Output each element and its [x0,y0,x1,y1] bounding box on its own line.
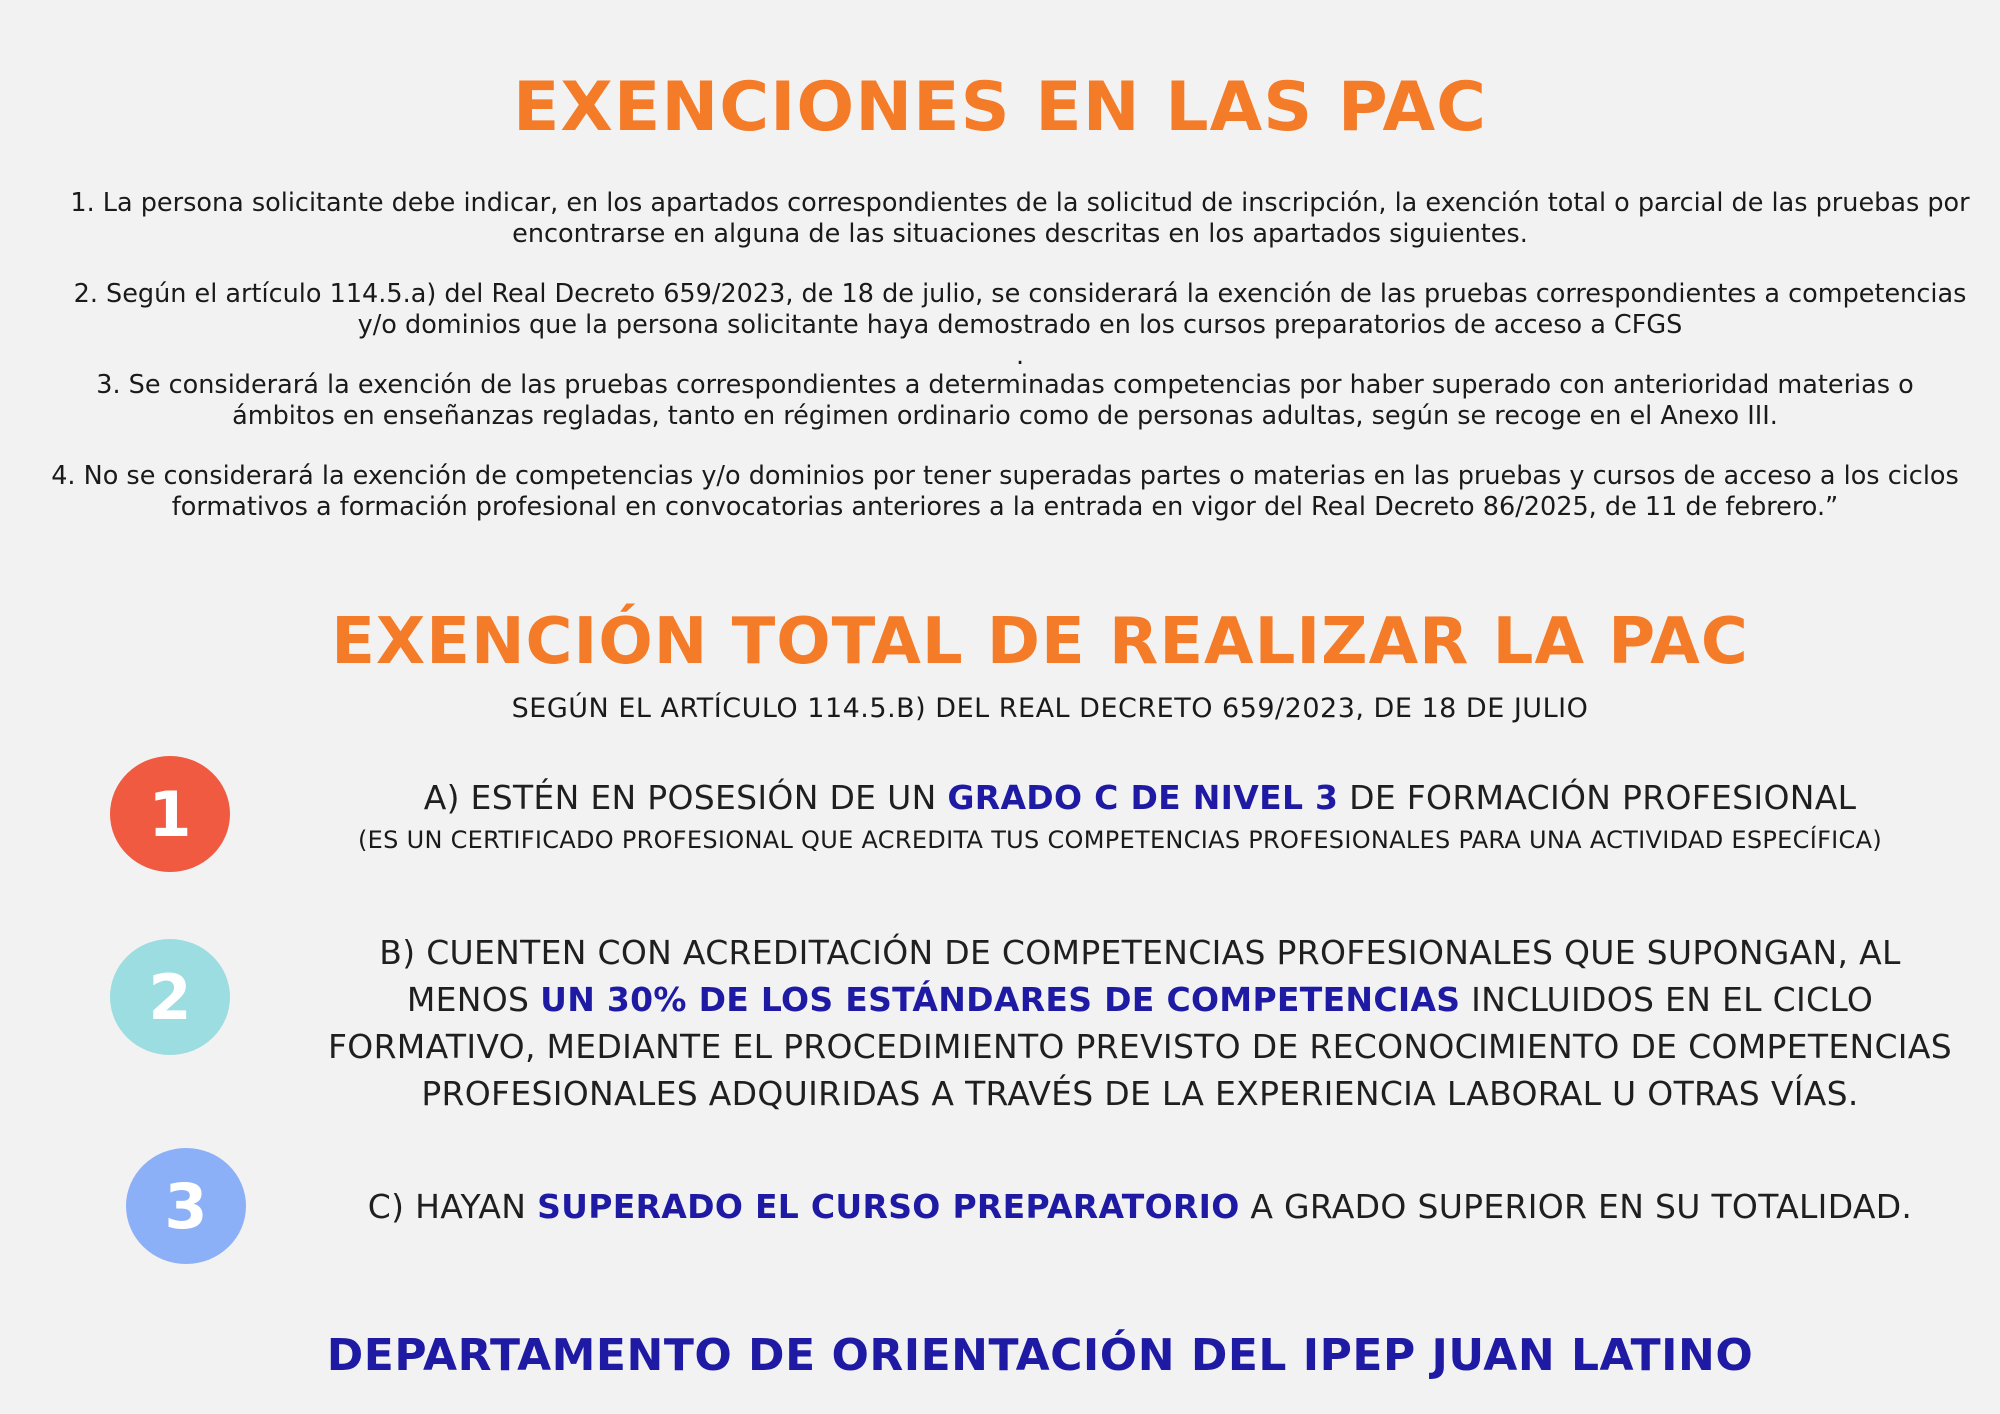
article-reference: SEGÚN EL ARTÍCULO 114.5.B) DEL REAL DECRETO 659/2023, DE 18 DE JULIO [511,693,1589,724]
requirement-a-highlight: GRADO C DE NIVEL 3 [947,778,1339,817]
requirement-a-note: (ES UN CERTIFICADO PROFESIONAL QUE ACREDITA TUS COMPETENCIAS PROFESIONALES PARA UNA ACTIVIDAD ESPECÍFICA) [357,826,1882,854]
paragraph-2-end: . [1015,341,1025,371]
section-title: EXENCIÓN TOTAL DE REALIZAR LA PAC [331,605,1749,679]
requirement-b [320,929,1960,1117]
requirement-c [330,1187,1950,1226]
footer-department: DEPARTAMENTO DE ORIENTACIÓN DEL IPEP JUAN LATINO [326,1330,1754,1381]
requirement-b-before: B) CUENTEN CON ACREDITACIÓN DE COMPETENCIAS PROFESIONALES QUE SUPONGAN, AL MENOS [379,933,1901,1019]
main-title: EXENCIONES EN LAS PAC [512,68,1488,147]
requirement-b-highlight: UN 30% DE LOS ESTÁNDARES DE COMPETENCIAS [540,980,1461,1019]
requirement-c-highlight: SUPERADO EL CURSO PREPARATORIO [537,1187,1240,1226]
requirement-a-before: A) ESTÉN EN POSESIÓN DE UN [423,778,948,817]
number-badge-1: 1 [110,756,230,872]
requirement-a-after: DE FORMACIÓN PROFESIONAL [1338,778,1857,817]
paragraph-2 [70,279,1970,372]
requirement-c-before: C) HAYAN [367,1187,538,1226]
requirement-b-after: INCLUIDOS EN EL CICLO FORMATIVO, MEDIANTE EL PROCEDIMIENTO PREVISTO DE RECONOCIMIENTO DE COMPETENCIAS PROFESIONALES ADQUIRIDAS A TRAVÉS DE LA EXPERIENCIA LABORAL U OTRAS VÍAS. [328,980,1952,1113]
requirement-c-after: A GRADO SUPERIOR EN SU TOTALIDAD. [1239,1187,1913,1226]
paragraph-2-text: 2. Según el artículo 114.5.a) del Real Decreto 659/2023, de 18 de julio, se considerará la exención de las pruebas correspondientes a competencias y/o dominios que la persona solicitante haya demostrado en los cursos preparatorios de acceso a CFGS [73,279,1967,340]
number-badge-2: 2 [110,939,230,1055]
paragraph-3: 3. Se considerará la exención de las pruebas correspondientes a determinadas competencias por haber superado con anterioridad materias o ámbitos en enseñanzas regladas, tanto en régimen ordinario como de personas adultas, según se recoge en el Anexo III. [96,370,1914,431]
requirement-a [280,778,2000,817]
number-badge-3: 3 [126,1148,246,1264]
paragraph-4: 4. No se considerará la exención de competencias y/o dominios por tener superadas partes o materias en las pruebas y cursos de acceso a los ciclos formativos a formación profesional en convocatorias anteriores a la entrada en vigor del Real Decreto 86/2025, de 11 de febrero.” [51,461,1959,522]
paragraph-1: 1. La persona solicitante debe indicar, en los apartados correspondientes de la solicitud de inscripción, la exención total o parcial de las pruebas por encontrarse en alguna de las situaciones descritas en los apartados siguientes. [70,188,1970,249]
